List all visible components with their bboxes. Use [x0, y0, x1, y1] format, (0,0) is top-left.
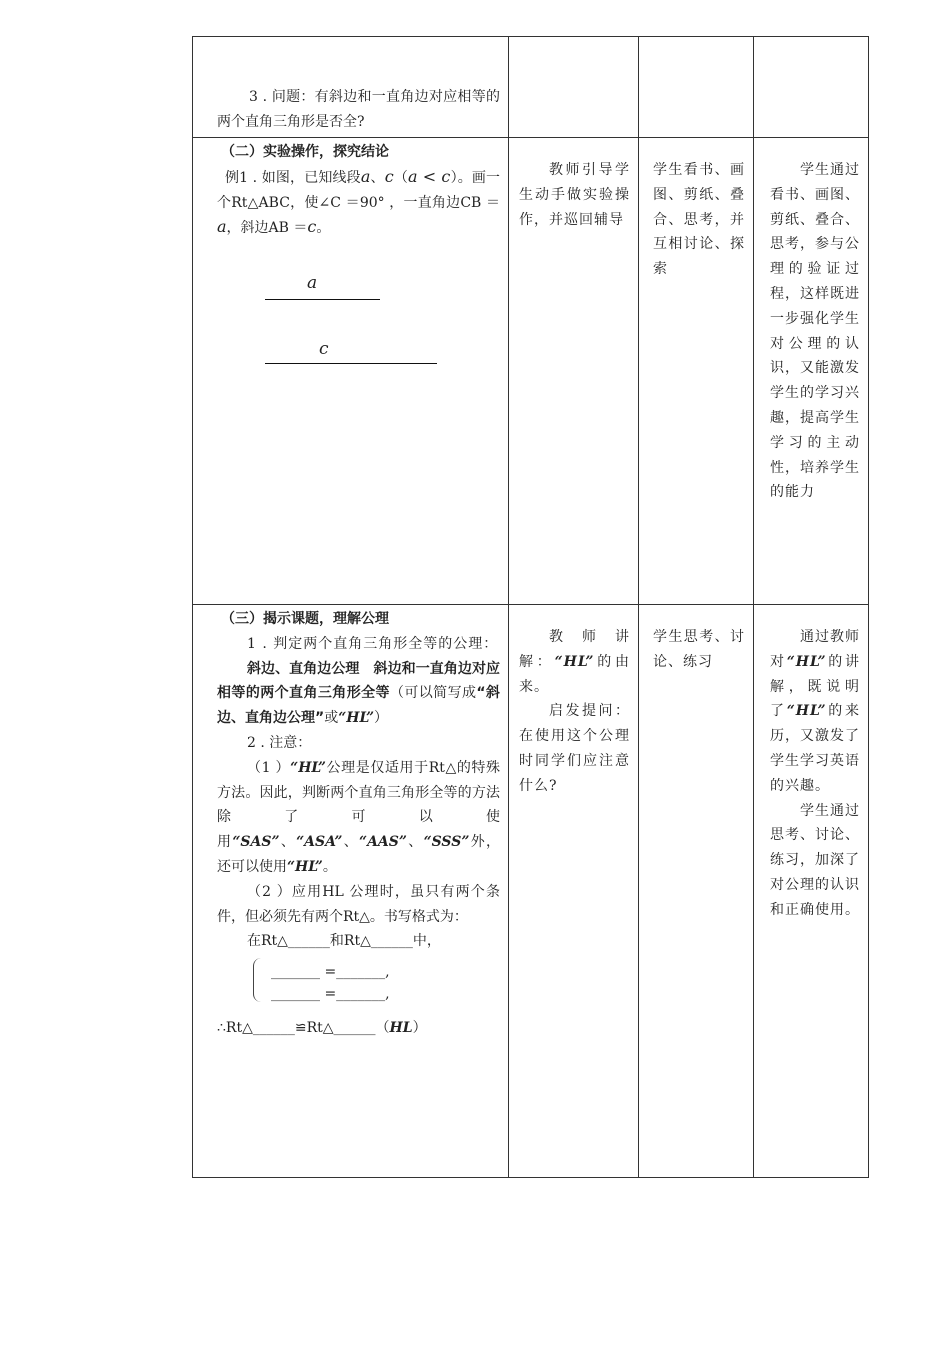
text: 公理是仅适用于Rt△的特殊方法。因此，判断两个直角三角形全等的方法除了可以使用: [217, 759, 501, 851]
axiom-statement: [193, 657, 508, 731]
axiom-intro: 1 . 判定两个直角三角形全等的公理：: [247, 635, 499, 652]
teacher-cell: [509, 605, 639, 1178]
text: 、: [279, 834, 297, 851]
table-row: [193, 37, 869, 138]
teacher-activity: [509, 605, 638, 699]
student-cell: [639, 605, 754, 1178]
design-purpose-2: 学生通过思考、讨论、练习，加深了对公理的认识和正确使用。: [770, 802, 860, 918]
text: 。: [322, 858, 337, 875]
section-heading: （二）实验操作，探究结论: [221, 144, 389, 160]
hl-term: “HL”: [786, 703, 827, 720]
text: 的讲解，既说明了: [770, 653, 861, 720]
text: ）: [374, 710, 389, 727]
teacher-cell: [509, 37, 639, 138]
hl-term: “HL”: [338, 710, 375, 727]
teacher-question: 启发提问：在使用这个公理时同学们应注意什么?: [519, 703, 630, 794]
text: 、: [406, 834, 424, 851]
text: ）: [412, 1020, 427, 1037]
table-row: [193, 138, 869, 605]
text: （可以简写成: [389, 685, 477, 702]
hl-term: “HL”: [554, 653, 595, 670]
teacher-cell: [509, 138, 639, 605]
table-row: [193, 605, 869, 1178]
segment-c-figure: [193, 337, 508, 381]
note-heading: 2 . 注意：: [247, 734, 312, 751]
text: “斜边、直角边公理”: [217, 685, 501, 727]
hl-term: HL: [389, 1020, 413, 1037]
text: 的由来。: [519, 653, 631, 695]
paren: （: [393, 169, 408, 186]
lesson-plan-table: [192, 36, 869, 1178]
sss-term: “SSS”: [423, 834, 470, 851]
brace-line-1: _______ =_______,: [271, 964, 390, 981]
text: 或: [324, 710, 339, 727]
text: 教师讲解：: [519, 629, 630, 670]
student-cell: [639, 37, 754, 138]
section-heading: （三）揭示课题，理解公理: [221, 611, 389, 627]
content-cell: [193, 138, 509, 605]
design-purpose: 学生通过看书、画图、剪纸、叠合、思考，参与公理的验证过程，这样既进一步强化学生对公理的认识，又能激发学生的学习兴趣，提高学生学习的主动性，培养学生的能力: [770, 162, 860, 501]
content-cell: [193, 37, 509, 138]
content-cell: [193, 605, 509, 1178]
hl-term: “HL”: [786, 653, 827, 670]
student-cell: [639, 138, 754, 605]
text: 的来历，又激发了学生学习英语的兴趣。: [770, 703, 861, 794]
condition-brace: [253, 954, 508, 1012]
purpose-cell: [754, 37, 869, 138]
separator: ，斜边AB ＝: [226, 220, 308, 237]
condition: a < c: [408, 166, 451, 186]
purpose-cell: [754, 138, 869, 605]
example-body: ）。画一个Rt△ABC，使∠C ＝90° ，一直角边CB ＝: [217, 169, 501, 211]
conclusion-line: [193, 1016, 508, 1041]
sas-term: “SAS”: [232, 834, 280, 851]
teacher-activity: 教师引导学生动手做实验操作，并巡回辅导: [519, 162, 630, 228]
aas-term: “AAS”: [359, 834, 407, 851]
hl-term: “HL”: [290, 759, 326, 776]
segment-c-line: [265, 363, 437, 364]
student-activity: 学生思考、讨论、练习: [653, 629, 745, 670]
text: 外，还可以使用: [217, 834, 501, 875]
note-2: （2 ）应用HL 公理时，虽只有两个条件，但必须先有两个Rt△。书写格式为：: [217, 883, 500, 925]
example-text: [193, 165, 508, 241]
period: 。: [316, 220, 331, 237]
example-intro: 例1 . 如图，已知线段: [225, 169, 361, 186]
segment-a-figure: [193, 271, 508, 315]
format-line-1: 在Rt△______和Rt△______中，: [247, 933, 441, 950]
var-a: a: [217, 217, 227, 237]
var-a: a: [360, 166, 371, 186]
var-c: c: [384, 166, 394, 186]
text: （1 ）: [247, 759, 291, 776]
left-brace: [253, 958, 262, 1002]
axiom-bold: 斜边、直角边公理 斜边和一直角边对应相等的两个直角三角形全等: [217, 660, 500, 702]
asa-term: “ASA”: [296, 834, 343, 851]
design-purpose: [754, 605, 868, 799]
separator: 、: [370, 169, 385, 186]
student-activity: 学生看书、画图、剪纸、叠合、思考，并互相讨论、探索: [653, 162, 745, 278]
text: 通过教师对: [770, 629, 860, 670]
question-text: 3 . 问题：有斜边和一直角边对应相等的两个直角三角形是否全?: [217, 89, 500, 131]
brace-line-2: _______ =_______,: [271, 986, 390, 1003]
hl-term: “HL”: [287, 858, 323, 875]
segment-c-label: c: [319, 339, 329, 360]
text: ∴Rt△______≌Rt△______（: [217, 1020, 390, 1037]
purpose-cell: [754, 605, 869, 1178]
text: 、: [342, 834, 360, 851]
segment-a-line: [265, 299, 380, 300]
segment-a-label: a: [307, 273, 318, 294]
note-1: [193, 756, 508, 880]
var-c: c: [307, 217, 317, 237]
